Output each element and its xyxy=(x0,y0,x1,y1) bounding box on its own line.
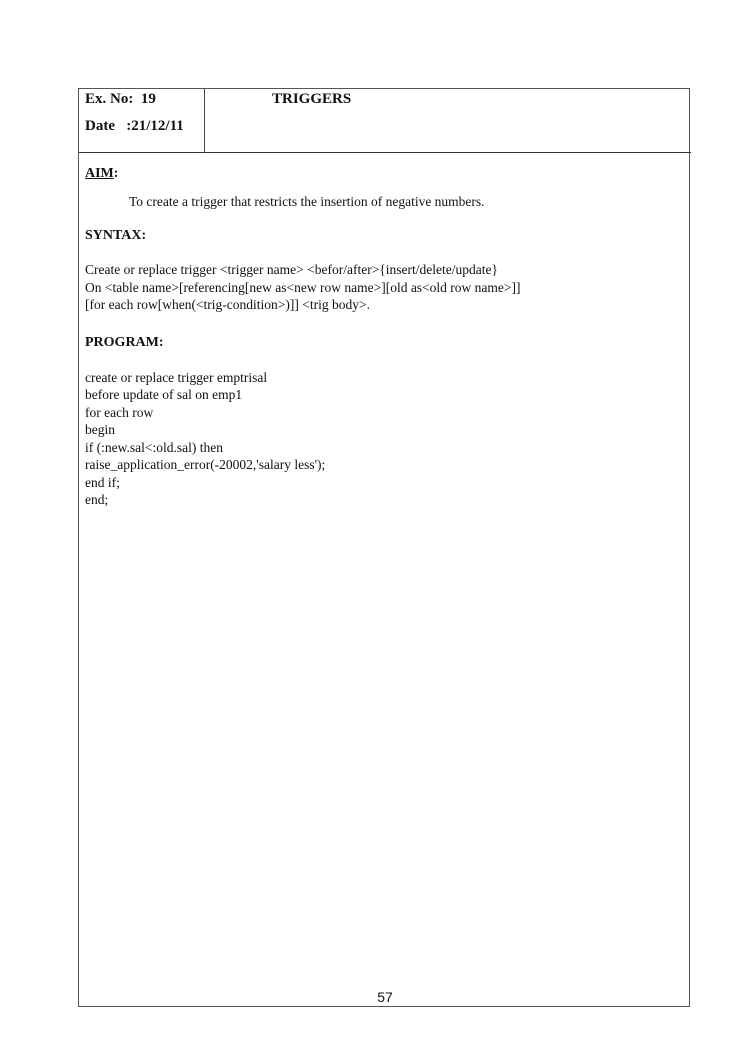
syntax-heading: SYNTAX: xyxy=(85,228,147,243)
program-heading: PROGRAM: xyxy=(85,334,164,350)
code-line: if (:new.sal<:old.sal) then xyxy=(85,439,223,455)
document-body xyxy=(85,165,685,509)
code-line: before update of sal on emp1 xyxy=(85,387,243,402)
syntax-block xyxy=(85,261,685,314)
exercise-date: Date :21/12/11 xyxy=(85,118,184,134)
page-title: TRIGGERS xyxy=(272,91,352,107)
code-line: create or replace trigger emptrisal xyxy=(85,369,268,385)
code-line: end if; xyxy=(85,474,120,490)
header-left-cell xyxy=(79,89,205,153)
aim-heading-colon: : xyxy=(113,166,119,181)
page-number: 57 xyxy=(377,989,393,1005)
syntax-line: On <table name>[referencing[new as<new row name>][old as<old row name>]] xyxy=(85,279,521,295)
code-line: end; xyxy=(85,492,109,507)
code-line: raise_application_error(-20002,'salary less'); xyxy=(85,457,326,472)
aim-text: To create a trigger that restricts the insertion of negative numbers. xyxy=(129,194,485,209)
code-line: for each row xyxy=(85,404,154,420)
syntax-line: [for each row[when(<trig-condition>)]] <trig body>. xyxy=(85,297,370,312)
program-code-block xyxy=(85,369,685,509)
aim-heading-label: AIM xyxy=(85,166,114,181)
page-frame xyxy=(78,88,690,1007)
exercise-number: Ex. No: 19 xyxy=(85,91,156,107)
syntax-line: Create or replace trigger <trigger name> <befor/after>{insert/delete/update} xyxy=(85,262,498,277)
header-row xyxy=(79,89,691,153)
code-line: begin xyxy=(85,422,115,437)
aim-heading xyxy=(85,165,685,183)
